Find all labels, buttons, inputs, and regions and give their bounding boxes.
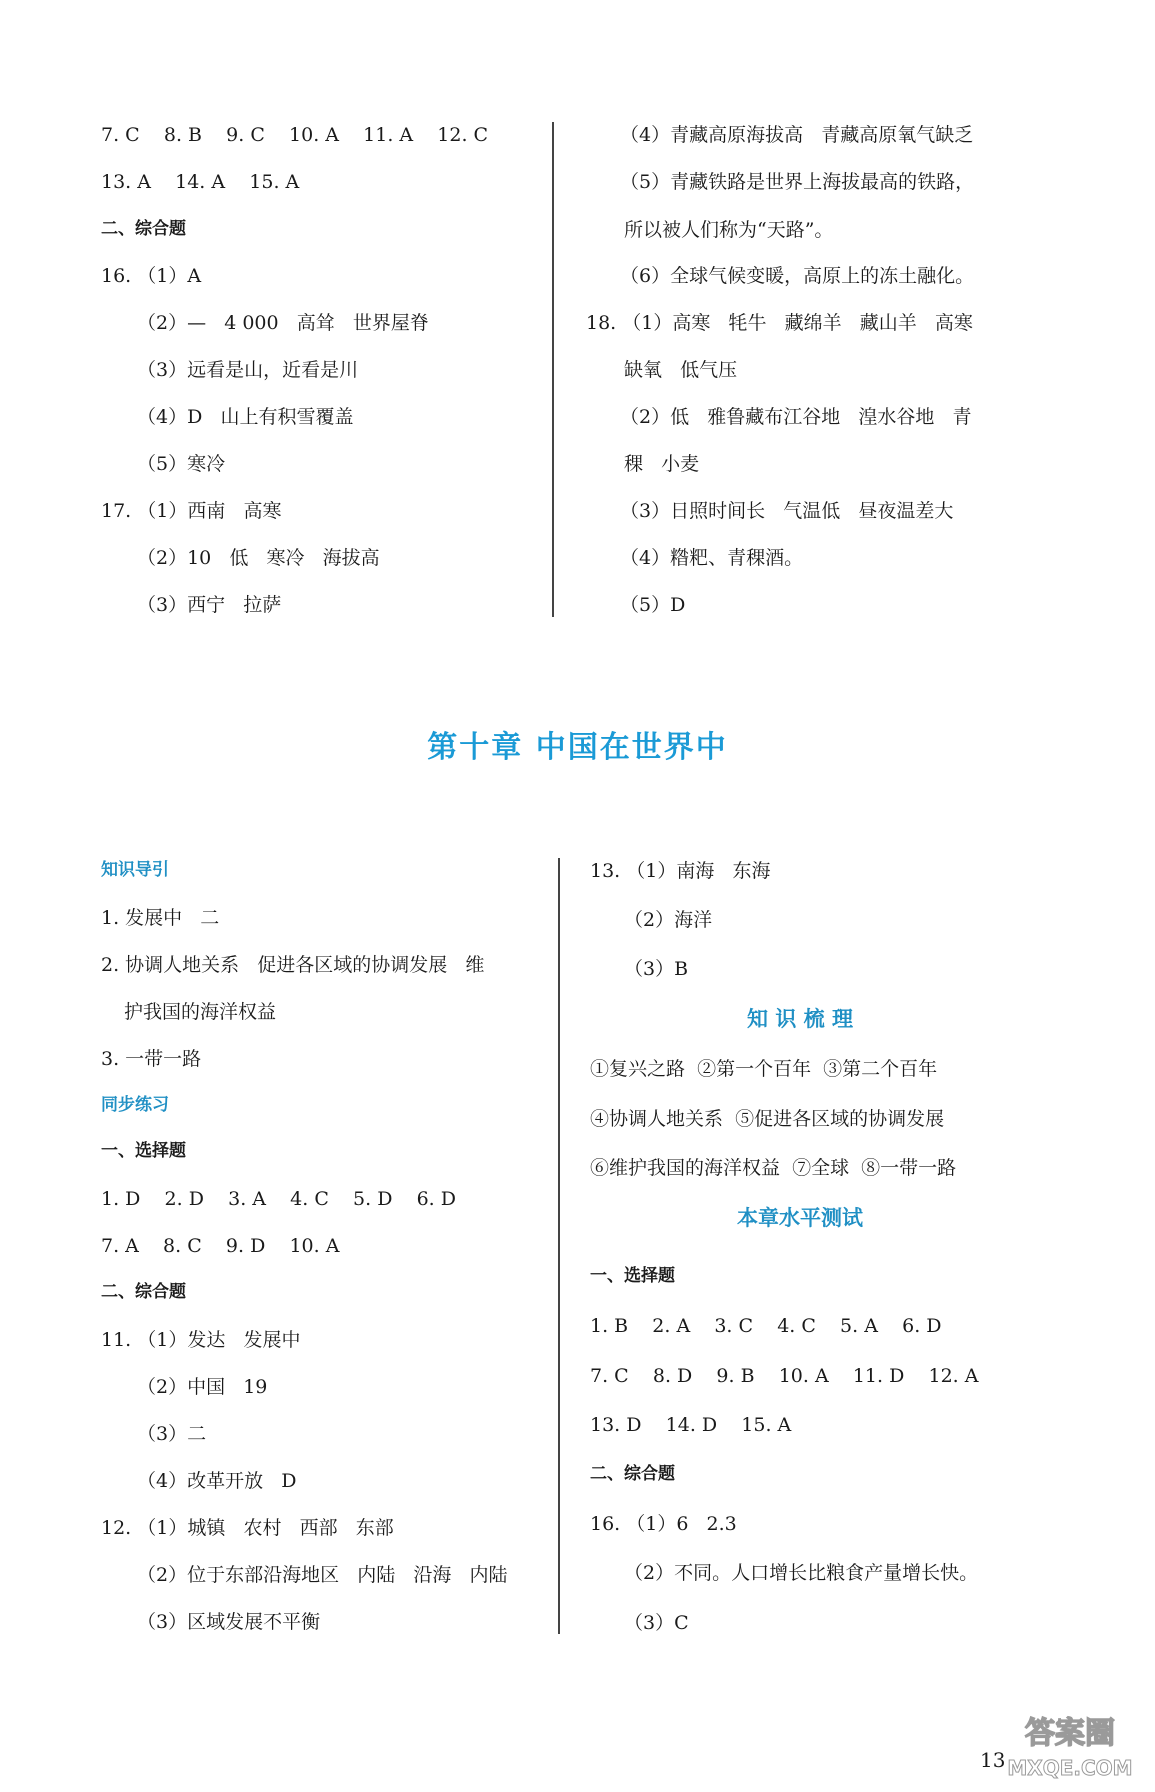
answer-line: ⑥维护我国的海洋权益 ⑦全球 ⑧一带一路	[590, 1157, 957, 1179]
answer-line: （3）B	[624, 958, 689, 980]
answer-line: 7. C 8. D 9. B 10. A 11. D 12. A	[590, 1365, 979, 1387]
answer-line: （2）不同。人口增长比粮食产量增长快。	[624, 1562, 979, 1584]
column-divider-top	[552, 122, 554, 617]
answer-line: 7. C 8. B 9. C 10. A 11. A 12. C	[101, 124, 489, 146]
answer-line: 16. （1）6 2.3	[590, 1513, 737, 1535]
answer-line: 13. （1）南海 东海	[590, 860, 771, 882]
answer-line: 12. （1）城镇 农村 西部 东部	[101, 1517, 394, 1539]
answer-line: ①复兴之路 ②第一个百年 ③第二个百年	[590, 1058, 938, 1080]
answer-line: （2）海洋	[624, 909, 713, 931]
watermark-text: 答案圈	[1025, 1716, 1115, 1751]
watermark-url: MXQE.COM	[1007, 1756, 1133, 1780]
knowledge-summary-heading: 知 识 梳 理	[747, 1007, 853, 1031]
watermark-logo	[1000, 1705, 1140, 1785]
answer-line: （2）位于东部沿海地区 内陆 沿海 内陆	[137, 1564, 508, 1586]
answer-line: （4）D 山上有积雪覆盖	[137, 406, 354, 428]
section-heading: 二、综合题	[101, 219, 186, 239]
answer-line: （5）寒冷	[137, 453, 226, 475]
answer-line: （3）远看是山，近看是川	[137, 359, 359, 381]
answer-line: 1. 发展中 二	[101, 907, 220, 929]
answer-line: （2）10 低 寒冷 海拔高	[137, 547, 380, 569]
answer-line: 稞 小麦	[624, 453, 700, 475]
answer-line: 13. A 14. A 15. A	[101, 171, 300, 193]
column-divider-bottom	[558, 858, 560, 1634]
answer-line: （3）西宁 拉萨	[137, 594, 282, 616]
chapter-title: 第十章 中国在世界中	[427, 730, 728, 765]
answer-line: 18. （1）高寒 牦牛 藏绵羊 藏山羊 高寒	[586, 312, 973, 334]
page-number: 13	[980, 1748, 1006, 1772]
section-heading: 一、选择题	[101, 1141, 186, 1161]
section-heading: 二、综合题	[101, 1282, 186, 1302]
answer-line: 11. （1）发达 发展中	[101, 1329, 301, 1351]
answer-line: 1. D 2. D 3. A 4. C 5. D 6. D	[101, 1188, 456, 1210]
answer-line: 2. 协调人地关系 促进各区域的协调发展 维	[101, 954, 485, 976]
answer-line: （3）区域发展不平衡	[137, 1611, 321, 1633]
answer-line: 13. D 14. D 15. A	[590, 1414, 792, 1436]
chapter-test-heading: 本章水平测试	[737, 1206, 863, 1230]
answer-line: （6）全球气候变暖，高原上的冻土融化。	[620, 265, 975, 287]
answer-line: （4）糌粑、青稞酒。	[620, 547, 804, 569]
section-heading: 一、选择题	[590, 1266, 675, 1286]
answer-line: （5）青藏铁路是世界上海拔最高的铁路，	[620, 171, 975, 193]
answer-line: （4）改革开放 D	[137, 1470, 297, 1492]
answer-line: 所以被人们称为“天路”。	[624, 219, 834, 241]
section-heading: 二、综合题	[590, 1464, 675, 1484]
answer-line: （5）D	[620, 594, 686, 616]
answer-line: （3）二	[137, 1423, 207, 1445]
answer-line: 护我国的海洋权益	[124, 1001, 277, 1023]
answer-line: 17. （1）西南 高寒	[101, 500, 282, 522]
answer-line: 7. A 8. C 9. D 10. A	[101, 1235, 340, 1257]
answer-line: （3）C	[624, 1612, 689, 1634]
answer-line: 1. B 2. A 3. C 4. C 5. A 6. D	[590, 1315, 942, 1337]
answer-line: （3）日照时间长 气温低 昼夜温差大	[620, 500, 954, 522]
subsection-heading: 同步练习	[101, 1095, 169, 1115]
answer-line: （2）— 4 000 高耸 世界屋脊	[137, 312, 429, 334]
answer-line: ④协调人地关系 ⑤促进各区域的协调发展	[590, 1108, 945, 1130]
answer-line: 16. （1）A	[101, 265, 202, 287]
answer-line: （2）低 雅鲁藏布江谷地 湟水谷地 青	[620, 406, 972, 428]
subsection-heading: 知识导引	[101, 860, 169, 880]
answer-line: 缺氧 低气压	[624, 359, 738, 381]
answer-line: 3. 一带一路	[101, 1048, 202, 1070]
answer-line: （4）青藏高原海拔高 青藏高原氧气缺乏	[620, 124, 974, 146]
answer-line: （2）中国 19	[137, 1376, 268, 1398]
